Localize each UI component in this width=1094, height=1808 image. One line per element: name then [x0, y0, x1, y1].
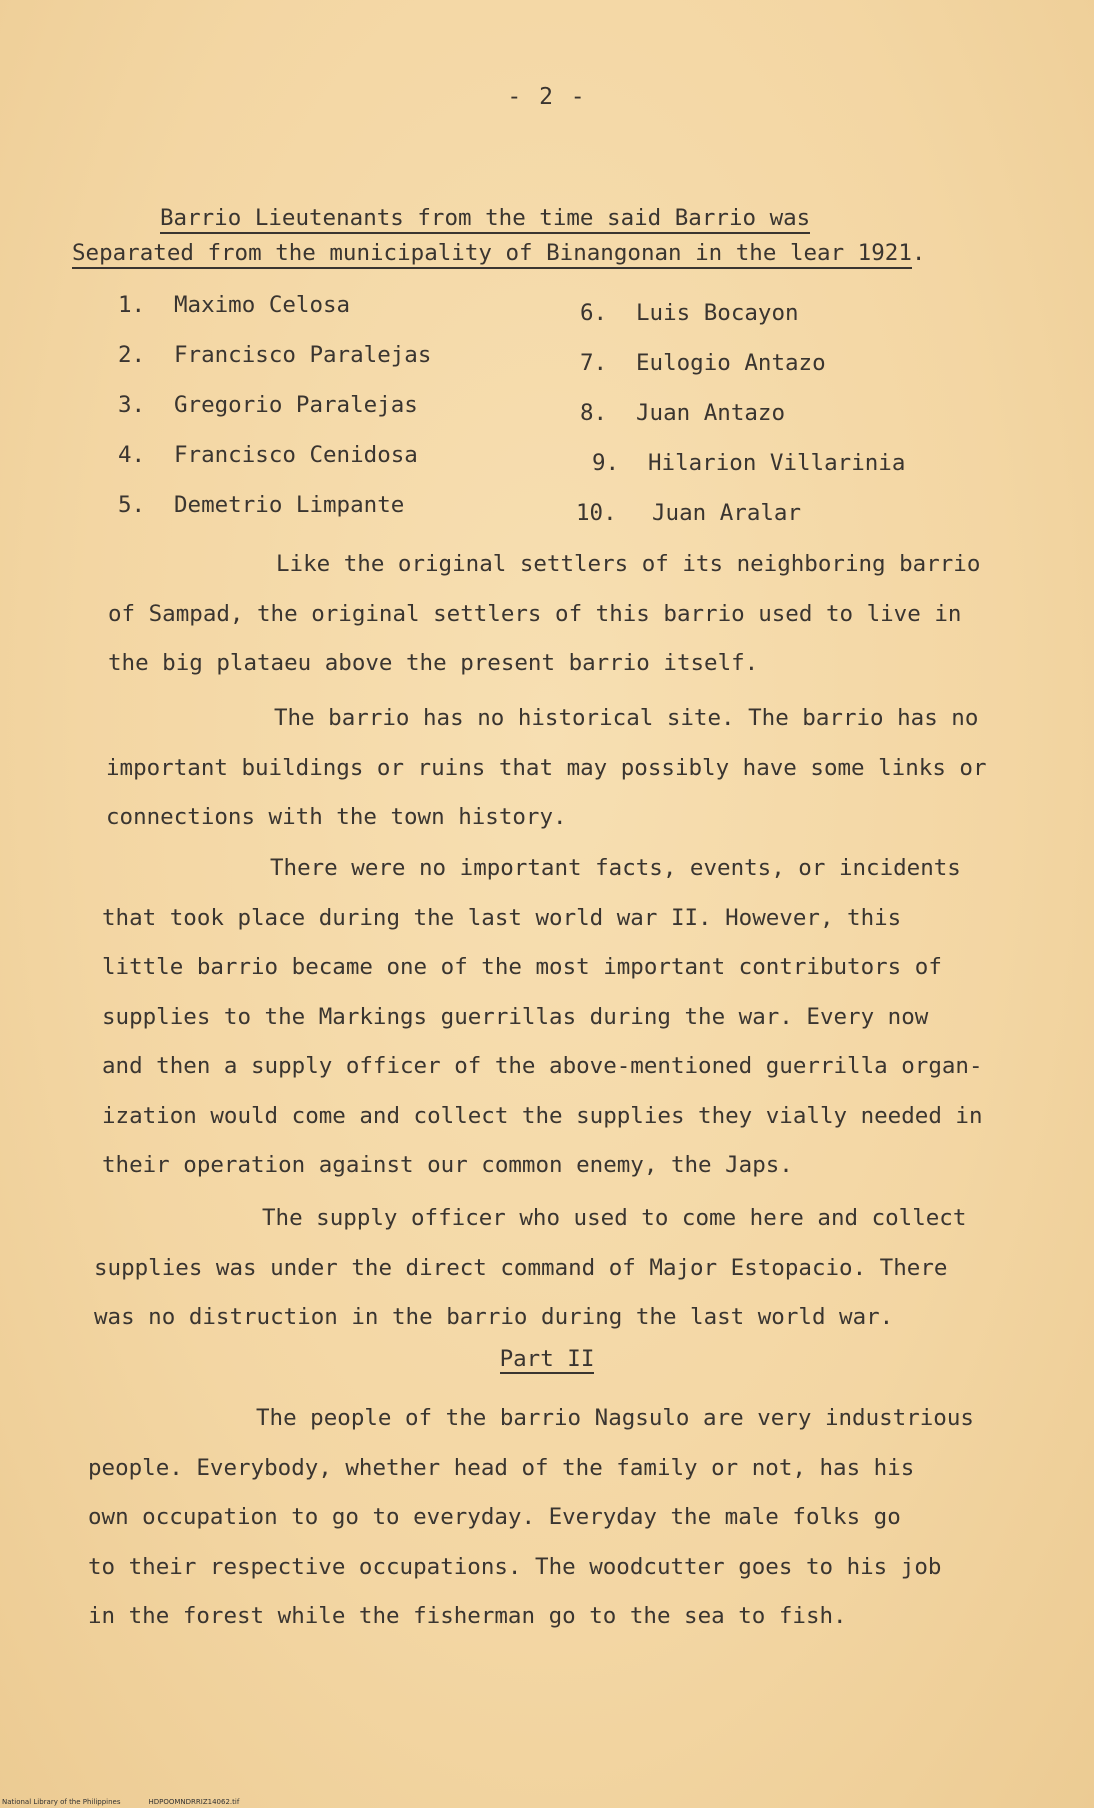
lieutenant-name: Demetrio Limpante	[174, 492, 405, 518]
footer-file: HDPOOMNDRRIZ14062.tif	[148, 1798, 240, 1806]
text-line: people. Everybody, whether head of the family or not, has his	[88, 1454, 915, 1481]
lieutenant-item	[580, 400, 785, 426]
text-line: and then a supply officer of the above-mentioned guerrilla organ-	[102, 1053, 983, 1079]
part-title-text: Part II	[499, 1346, 595, 1372]
lieutenant-number: 1.	[118, 292, 146, 318]
lieutenant-name: Francisco Cenidosa	[174, 442, 418, 468]
lieutenant-number: 8.	[580, 400, 608, 426]
text-line: their operation against our common enemy, the Japs.	[102, 1152, 793, 1178]
lieutenant-number: 6.	[580, 300, 608, 326]
heading-line-2-period: .	[911, 240, 926, 266]
scan-footer	[2, 1798, 267, 1806]
page-number: - 2 -	[507, 84, 587, 110]
text-line: in the forest while the fisherman go to the sea to fish.	[88, 1603, 847, 1629]
lieutenant-name: Hilarion Villarinia	[648, 450, 906, 476]
text-line: The supply officer who used to come here and collect	[262, 1205, 967, 1231]
lieutenant-item	[118, 392, 418, 418]
text-line: There were no important facts, events, or incidents	[270, 855, 961, 881]
text-line: of Sampad, the original settlers of this barrio used to live in	[108, 600, 962, 627]
lieutenant-number: 7.	[580, 350, 608, 376]
part-title	[0, 1346, 1094, 1372]
text-line: supplies to the Markings guerrillas during the war. Every now	[102, 1003, 929, 1030]
lieutenant-item	[118, 492, 404, 518]
lieutenant-item	[118, 342, 431, 368]
lieutenant-number: 2.	[118, 342, 146, 368]
lieutenant-name: Eulogio Antazo	[636, 350, 826, 376]
text-line: connections with the town history.	[106, 804, 567, 830]
lieutenant-name: Juan Aralar	[652, 500, 802, 526]
footer-library: National Library of the Philippines	[2, 1798, 121, 1806]
text-line: The people of the barrio Nagsulo are very industrious	[256, 1405, 974, 1431]
lieutenant-item	[580, 300, 799, 326]
heading-line-1	[160, 205, 1094, 231]
lieutenant-item	[118, 442, 418, 468]
lieutenant-item	[580, 350, 826, 376]
lieutenant-name: Francisco Paralejas	[174, 342, 432, 368]
lieutenant-item	[576, 500, 801, 526]
lieutenant-item	[118, 292, 350, 318]
lieutenant-name: Gregorio Paralejas	[174, 392, 418, 418]
paragraph-industrious-people	[88, 1394, 1078, 1642]
heading-line-1-text: Barrio Lieutenants from the time said Barrio was	[160, 205, 810, 234]
text-line: Like the original settlers of its neighboring barrio	[276, 551, 981, 577]
lieutenant-number: 5.	[118, 492, 146, 518]
lieutenant-number: 3.	[118, 392, 146, 418]
lieutenant-item	[592, 450, 905, 476]
lieutenant-number: 9.	[592, 450, 620, 476]
paragraph-settlers	[108, 540, 1094, 689]
heading-line-2-text: Separated from the municipality of Binangonan in the lear 1921	[72, 240, 912, 269]
lieutenant-name: Juan Antazo	[636, 400, 786, 426]
text-line: important buildings or ruins that may possibly have some links or	[106, 754, 987, 781]
lieutenant-name: Luis Bocayon	[636, 300, 799, 326]
paragraph-historical-site	[106, 694, 1094, 843]
text-line: to their respective occupations. The woodcutter goes to his job	[88, 1553, 942, 1580]
text-line: little barrio became one of the most important contributors of	[102, 954, 942, 980]
lieutenant-name: Maximo Celosa	[174, 292, 351, 318]
text-line: ization would come and collect the supplies they vially needed in	[102, 1102, 983, 1129]
lieutenant-number: 10.	[576, 500, 617, 526]
heading-line-2	[72, 240, 1032, 266]
text-line: the big plataeu above the present barrio itself.	[108, 650, 759, 676]
paragraph-supply-officer	[94, 1194, 1084, 1343]
lieutenant-number: 4.	[118, 442, 146, 468]
text-line: own occupation to go to everyday. Everyday the male folks go	[88, 1504, 901, 1530]
text-line: supplies was under the direct command of Major Estopacio. There	[94, 1254, 948, 1281]
text-line: that took place during the last world war II. However, this	[102, 904, 902, 931]
text-line: was no distruction in the barrio during the last world war.	[94, 1304, 894, 1330]
text-line: The barrio has no historical site. The barrio has no	[274, 705, 979, 731]
paragraph-war	[102, 844, 1092, 1191]
